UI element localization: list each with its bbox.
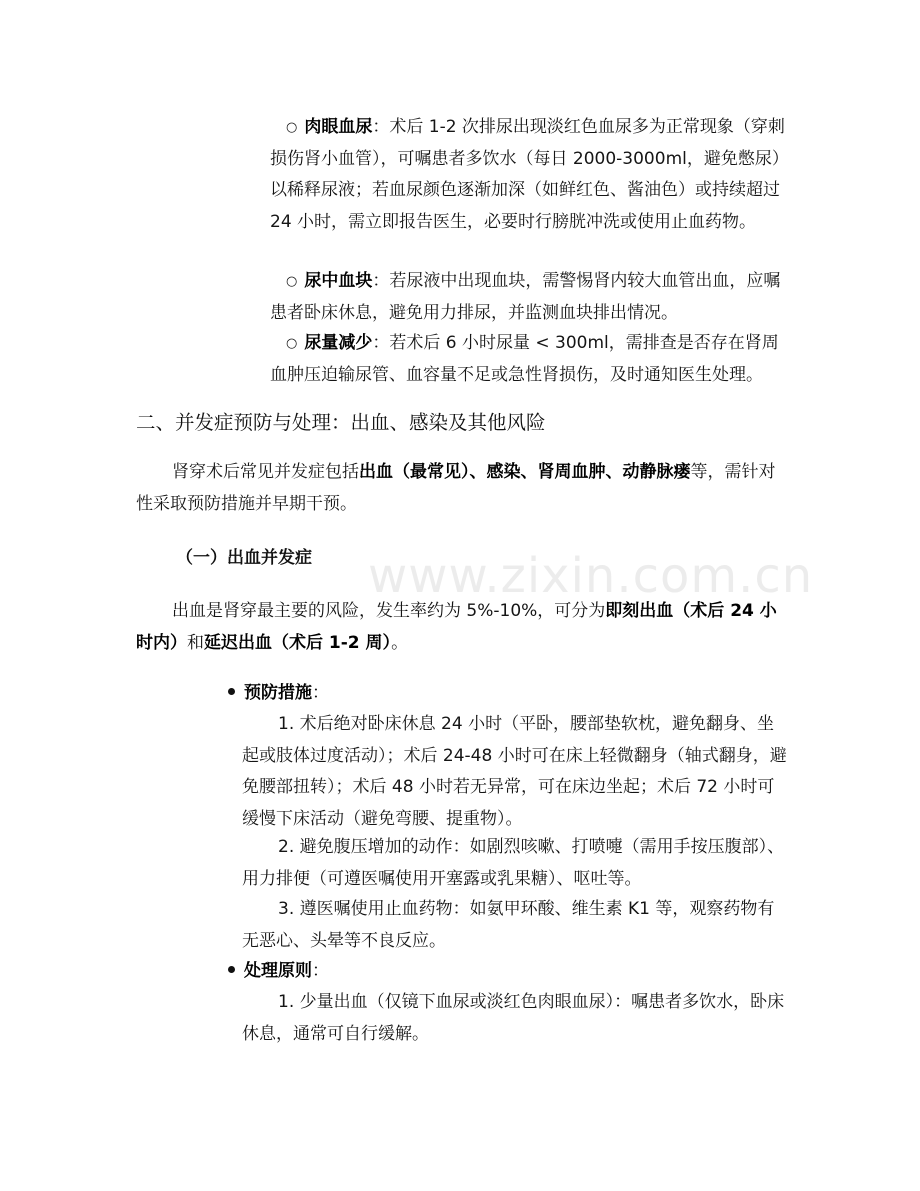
delayed-bleeding: 延迟出血（术后 1-2 周） — [204, 632, 392, 653]
bleeding-text-end: 。 — [391, 632, 409, 653]
circle-bullet-icon: ○ — [286, 274, 298, 289]
prevention-bullet — [228, 678, 788, 710]
prevention-item-1: 1. 术后绝对卧床休息 24 小时（平卧，腰部垫软枕，避免翻身、坐起或肢体过度活动）；术后 24-48 小时可在床上轻微翻身（轴式翻身，避免腰部扭转）；术后 48 小时若无异常，可在床边坐起；术后 72 小时可缓慢下床活动（避免弯腰、提重物）。 — [242, 714, 787, 829]
list-item-blood-clot — [270, 266, 790, 329]
term-label: 尿中血块 — [304, 271, 373, 291]
list-item-gross-hematuria — [270, 112, 790, 238]
intro-text-end: 等，需针对性采取预防措施并早期干预。 — [136, 462, 776, 514]
treatment-bullet — [228, 956, 788, 988]
watermark-text: www.zixin.com.cn — [368, 548, 814, 604]
item-text: ：若尿液中出现血块，需警惕肾内较大血管出血，应嘱患者卧床休息，避免用力排尿，并监测血块排出情况。 — [270, 271, 781, 323]
prevention-item-3: 3. 遵医嘱使用止血药物：如氨甲环酸、维生素 K1 等，观察药物有无恶心、头晕等不良反应。 — [242, 899, 775, 951]
prevention-label: 预防措施 — [244, 683, 312, 703]
treatment-item-1: 1. 少量出血（仅镜下血尿或淡红色肉眼血尿）：嘱患者多饮水，卧床休息，通常可自行缓解。 — [242, 992, 785, 1044]
term-label: 尿量减少 — [304, 333, 373, 353]
bleeding-paragraph — [136, 596, 788, 659]
bullet-dot-icon — [228, 688, 235, 695]
intro-paragraph — [136, 457, 788, 520]
circle-bullet-icon: ○ — [286, 336, 298, 351]
bleeding-text-mid: 和 — [187, 632, 204, 653]
bullet-dot-icon — [228, 966, 235, 973]
term-label: 肉眼血尿 — [304, 117, 373, 137]
treatment-colon: ： — [312, 961, 329, 981]
prevention-item-2: 2. 避免腹压增加的动作：如剧烈咳嗽、打喷嚏（需用手按压腹部）、用力排便（可遵医嘱使用开塞露或乳果糖）、呕吐等。 — [242, 837, 785, 889]
bleeding-text: 出血是肾穿最主要的风险，发生率约为 5%-10%，可分为 — [172, 601, 606, 621]
prevention-colon: ： — [312, 683, 329, 703]
item-text: ：若术后 6 小时尿量 < 300ml，需排查是否存在肾周血肿压迫输尿管、血容量不足或急性肾损伤，及时通知医生处理。 — [270, 333, 779, 385]
list-item-reduced-urine — [270, 328, 790, 391]
circle-bullet-icon: ○ — [286, 120, 298, 135]
immediate-bleeding: 即刻出血（术后 24 小时内） — [136, 601, 777, 653]
intro-emphasis: 出血（最常见）、感染、肾周血肿、动静脉瘘 — [359, 462, 691, 482]
treatment-label: 处理原则 — [244, 961, 312, 981]
item-text: ：术后 1-2 次排尿出现淡红色血尿多为正常现象（穿刺损伤肾小血管），可嘱患者多饮水（每日 2000-3000ml，避免憋尿）以稀释尿液；若血尿颜色逐渐加深（如鲜红色、酱油色）或持续超过 24 小时，需立即报告医生，必要时行膀胱冲洗或使用止血药物。 — [270, 117, 789, 232]
intro-text: 肾穿术后常见并发症包括 — [172, 462, 359, 482]
subsection-heading: （一）出血并发症 — [176, 548, 312, 568]
section-heading: 二、并发症预防与处理：出血、感染及其他风险 — [136, 411, 546, 434]
